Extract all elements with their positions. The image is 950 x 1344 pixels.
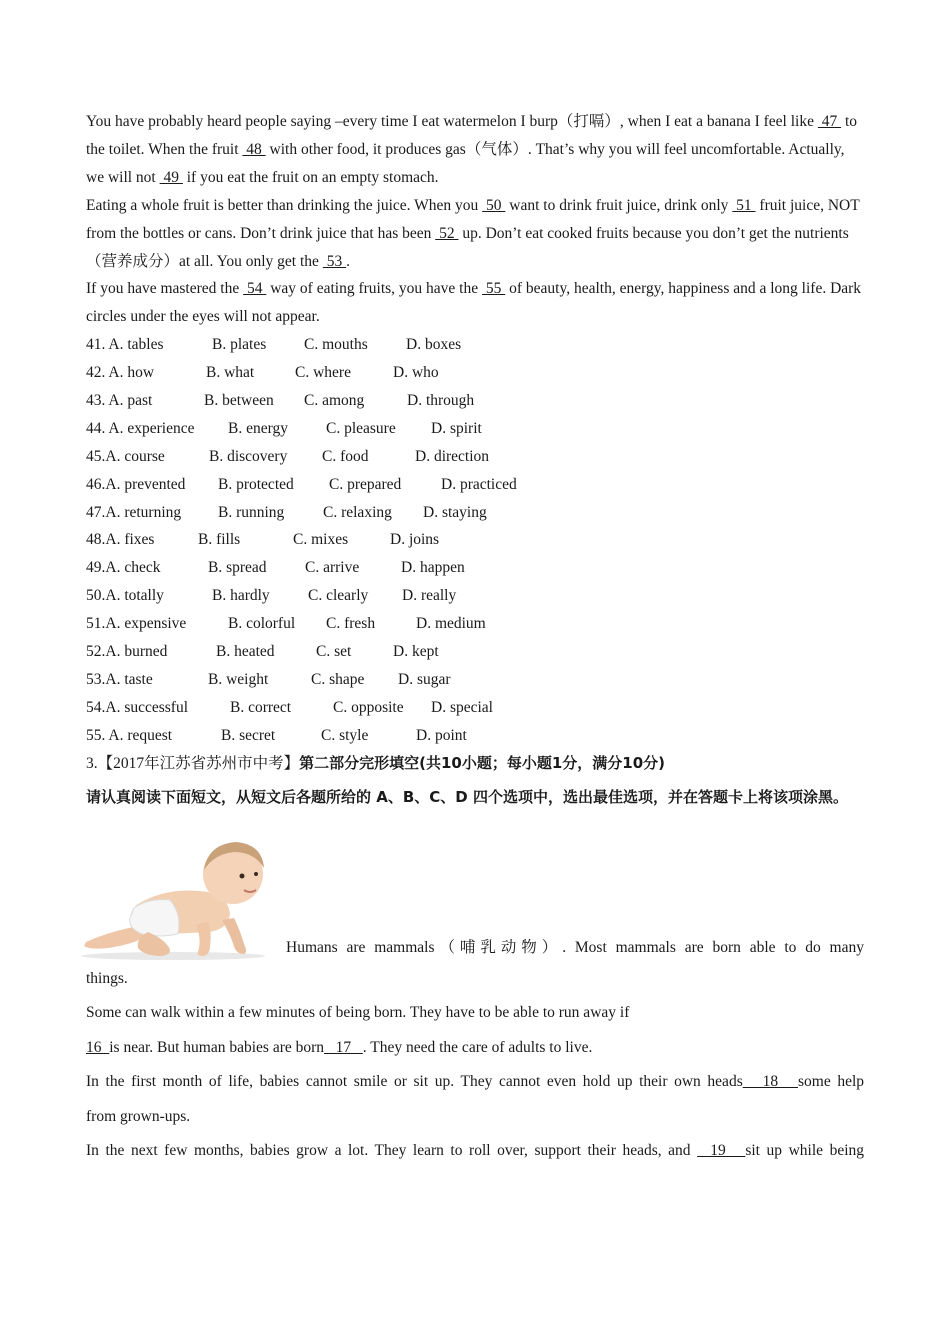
line-3	[86, 1065, 864, 1100]
blank-18: 18	[742, 1073, 798, 1091]
option-c: C. among	[304, 392, 365, 410]
text: fruit juice, NOT from the bottles or cans. Don’t drink juice that has been	[86, 196, 860, 242]
option-d: D. happen	[401, 559, 465, 577]
option-a: 45.A. course	[86, 447, 165, 465]
option-b: B. correct	[230, 698, 292, 716]
option-row	[86, 694, 864, 722]
option-a: 48.A. fixes	[86, 531, 155, 549]
option-d: D. joins	[390, 531, 440, 549]
instruction-text: 请认真阅读下面短文，从短文后各题所给的 A、B、C、D 四个选项中，选出最佳选项，并在答题卡上将该项涂黑。	[86, 787, 848, 806]
option-d: D. boxes	[406, 336, 462, 354]
option-d: D. through	[407, 392, 475, 410]
passage-paragraph-1	[86, 108, 864, 192]
heading-title: 第二部分完形填空(共10小题；每小题1分，满分10分)	[299, 753, 666, 772]
option-a: 55. A. request	[86, 726, 173, 744]
option-a: 51.A. expensive	[86, 615, 187, 633]
option-b: B. spread	[208, 559, 267, 577]
text: . They need the care of adults to live.	[362, 1038, 593, 1056]
option-d: D. sugar	[398, 670, 451, 688]
option-c: C. mixes	[293, 531, 349, 549]
option-row	[86, 582, 864, 610]
blank-47: 47	[817, 113, 842, 130]
text: is near. But human babies are born	[109, 1038, 325, 1056]
text: to the toilet. When the fruit	[86, 113, 858, 158]
option-c: C. food	[322, 447, 369, 465]
option-row	[86, 499, 864, 527]
blank-51: 51	[732, 196, 756, 214]
option-row	[86, 526, 864, 554]
blank-50: 50	[482, 196, 506, 214]
option-c: C. relaxing	[323, 503, 392, 521]
heading-prefix: 3.【2017年江苏省苏州市中考】	[86, 754, 300, 772]
option-row	[86, 359, 864, 387]
blank-19: 19	[697, 1142, 746, 1160]
line-1: Some can walk within a few minutes of being born. They have to be able to run away if	[86, 1004, 630, 1022]
option-b: B. colorful	[228, 615, 296, 633]
option-row	[86, 722, 864, 750]
text: In the first month of life, babies cannot smile or sit up. They cannot even hold up their own heads	[86, 1073, 743, 1091]
blank-54: 54	[243, 280, 267, 298]
text: with other food, it produces gas（气体）. That’s why you will feel uncomfortable. Actually, we will not	[86, 140, 845, 186]
option-a: 54.A. successful	[86, 698, 189, 716]
text: Eating a whole fruit is better than drinking the juice. When you	[86, 196, 483, 214]
option-a: 41. A. tables	[86, 336, 164, 354]
option-b: B. discovery	[209, 447, 288, 465]
option-c: C. style	[321, 726, 369, 744]
text: some help	[797, 1073, 865, 1091]
text: up. Don’t eat cooked fruits because you don’t get the nutrients（营养成分）at all. You only get the	[86, 224, 849, 270]
option-b: B. what	[206, 364, 255, 382]
text: sit up while being	[745, 1142, 865, 1160]
option-c: C. mouths	[304, 336, 368, 354]
option-c: C. arrive	[305, 559, 360, 577]
option-a: 42. A. how	[86, 364, 155, 382]
option-d: D. medium	[416, 615, 486, 633]
option-row	[86, 387, 864, 415]
option-b: B. between	[204, 392, 274, 410]
crawling-baby-image	[78, 834, 268, 960]
option-b: B. secret	[221, 726, 276, 744]
option-a: 53.A. taste	[86, 670, 153, 688]
text: You have probably heard people saying –every time I eat watermelon I burp（打嗝）, when I eat a banana I feel like	[86, 113, 818, 130]
text: of beauty, health, energy, happiness and a long life. Dark circles under the eyes will not appear.	[86, 280, 862, 326]
option-b: B. weight	[208, 670, 269, 688]
option-a: 49.A. check	[86, 559, 161, 577]
option-d: D. spirit	[431, 419, 482, 437]
line-5	[86, 1134, 864, 1169]
blank-53: 53	[322, 252, 347, 270]
option-b: B. heated	[216, 643, 275, 661]
option-row	[86, 610, 864, 638]
option-a: 46.A. prevented	[86, 475, 186, 493]
option-d: D. really	[402, 587, 457, 605]
option-b: B. hardly	[212, 587, 270, 605]
option-a: 44. A. experience	[86, 419, 195, 437]
option-c: C. clearly	[308, 587, 369, 605]
option-a: 50.A. totally	[86, 587, 164, 605]
text: way of eating fruits, you have the	[266, 280, 482, 298]
option-a: 52.A. burned	[86, 643, 168, 661]
option-d: D. special	[431, 698, 493, 716]
option-b: B. running	[218, 503, 285, 521]
option-c: C. where	[295, 364, 351, 382]
blank-49: 49	[159, 168, 183, 186]
line-2	[86, 1031, 864, 1066]
line-4: from grown-ups.	[86, 1107, 191, 1125]
option-row	[86, 471, 864, 499]
option-row	[86, 415, 864, 443]
option-row	[86, 666, 864, 694]
option-row	[86, 638, 864, 666]
option-d: D. direction	[415, 447, 490, 465]
option-c: C. prepared	[329, 475, 402, 493]
passage-paragraph-2	[86, 192, 864, 276]
option-row	[86, 443, 864, 471]
blank-17: 17	[324, 1038, 363, 1056]
option-d: D. kept	[393, 643, 439, 661]
pic-caption-text: Humans are mammals（哺乳动物）. Most mammals are born able to do many	[286, 938, 864, 956]
option-row	[86, 331, 864, 359]
option-b: B. protected	[218, 475, 294, 493]
option-c: C. shape	[311, 670, 365, 688]
option-c: C. set	[316, 643, 352, 661]
option-d: D. who	[393, 364, 439, 382]
option-d: D. point	[416, 726, 467, 744]
option-a: 43. A. past	[86, 392, 153, 410]
option-d: D. practiced	[441, 475, 517, 493]
option-b: B. plates	[212, 336, 267, 354]
blank-55: 55	[482, 280, 506, 298]
text: If you have mastered the	[86, 280, 244, 298]
text: In the next few months, babies grow a lot. They learn to roll over, support their heads, and	[86, 1142, 698, 1160]
picture-row	[86, 834, 864, 962]
text: .	[346, 252, 350, 270]
option-b: B. fills	[198, 531, 241, 549]
text: if you eat the fruit on an empty stomach.	[182, 168, 439, 186]
options-list	[86, 331, 864, 749]
section-heading	[86, 750, 864, 778]
text: want to drink fruit juice, drink only	[505, 196, 733, 214]
blank-52: 52	[435, 224, 459, 242]
option-b: B. energy	[228, 419, 288, 437]
option-c: C. pleasure	[326, 419, 396, 437]
option-d: D. staying	[423, 503, 487, 521]
option-c: C. opposite	[333, 698, 404, 716]
document-page	[86, 108, 864, 1169]
option-a: 47.A. returning	[86, 503, 182, 521]
option-row	[86, 554, 864, 582]
option-c: C. fresh	[326, 615, 376, 633]
passage-paragraph-3	[86, 275, 864, 331]
line-things: things.	[86, 969, 128, 987]
blank-48: 48	[242, 140, 266, 158]
blank-16: 16	[86, 1038, 110, 1056]
